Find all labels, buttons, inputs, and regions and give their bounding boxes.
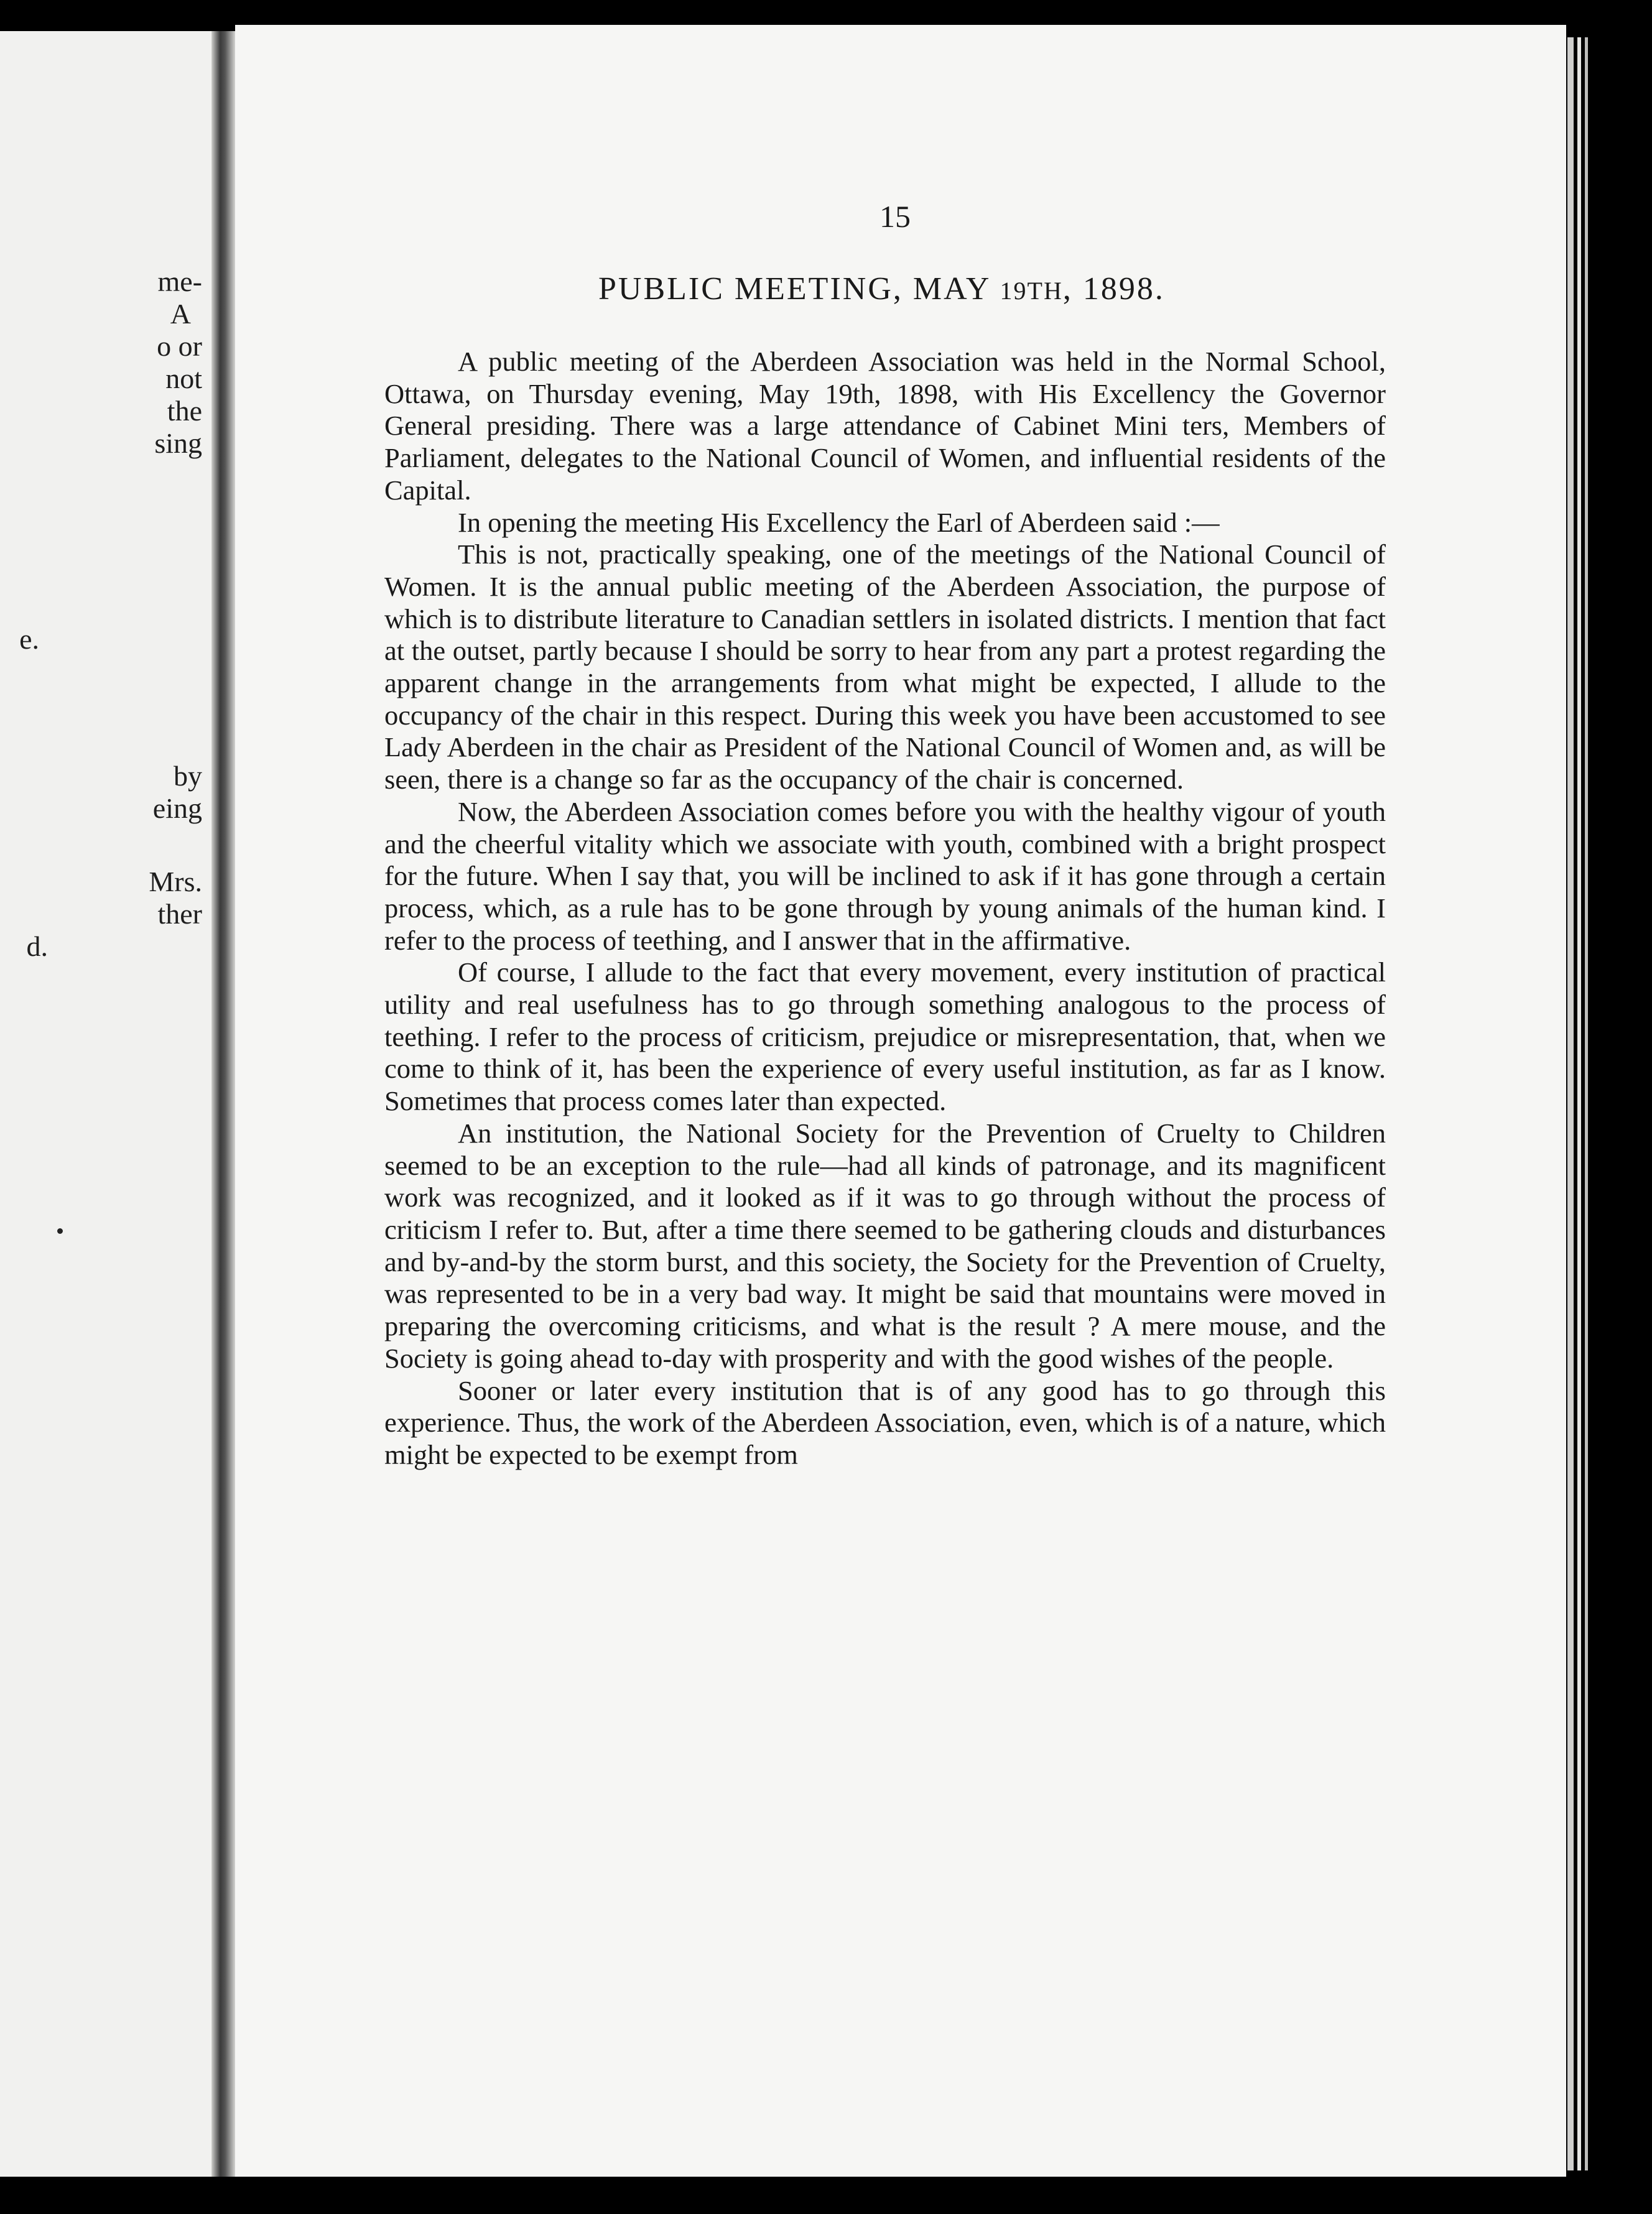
left-page-fragment: sing: [154, 427, 202, 459]
page-number: 15: [879, 199, 911, 234]
left-page-fragment: A: [170, 298, 191, 330]
book-gutter: [211, 31, 236, 2177]
left-page-fragment: not: [165, 363, 202, 394]
paragraph: Of course, I allude to the fact that every movement, every institution of practical utility and real usefulness has to go through something analogous to the process of teething. I refer to the process of criticism, prejudice or misrepresentation, that, when we come to think of it, has been the experience of every useful institution, as far as I know. Sometimes that process comes later than expected.: [384, 956, 1386, 1117]
paragraph: An institution, the National Society for the Prevention of Cruelty to Children seemed to be an exception to the rule—had all kinds of patronage, and its magnificent work was recognized, and it looked as if it was to go through without the process of criticism I refer to. But, after a time there seemed to be gathering clouds and disturbances and by-and-by the storm burst, and this society, the Society for the Prevention of Cruelty, was represented to be in a very bad way. It might be said that mountains were moved in preparing the overcoming criticisms, and what is the result ? A mere mouse, and the Society is going ahead to-day with prosperity and with the good wishes of the people.: [384, 1117, 1386, 1374]
paragraph: In opening the meeting His Excellency the Earl of Aberdeen said :—: [458, 506, 1220, 538]
left-page-fragment: e.: [19, 623, 39, 655]
left-page-fragment: o or: [157, 330, 202, 362]
left-page-fragment: by: [174, 760, 202, 792]
page-edge: [1577, 37, 1581, 2170]
page-edge: [1585, 37, 1588, 2170]
title-main: PUBLIC MEETING, MAY: [598, 271, 1000, 307]
title-day: 19TH: [1000, 277, 1063, 305]
left-page-fragment: the: [167, 395, 202, 427]
title-year: , 1898.: [1062, 271, 1165, 307]
left-page-fragment: d.: [26, 930, 48, 962]
left-page: [0, 31, 221, 2177]
paragraph: This is not, practically speaking, one of the meetings of the National Council of Women. It is the annual public meeting of the Aberdeen Association, the purpose of which is to distribute literature to Canadian settlers in isolated districts. I mention that fact at the outset, partly because I should be sorry to hear from any part a protest regarding the apparent change in the arrangements from what might be expected, I allude to the occupancy of the chair in this respect. During this week you have been accustomed to see Lady Aberdeen in the chair as President of the National Council of Women and, as will be seen, there is a change so far as the occupancy of the chair is concerned.: [384, 539, 1386, 795]
paragraph: A public meeting of the Aberdeen Association was held in the Normal School, Ottawa, on Thursday evening, May 19th, 1898, with His Excellency the Governor General presiding. There was a large attendance of Cabinet Mini ters, Members of Parliament, delegates to the National Council of Women, and influential residents of the Capital.: [384, 346, 1386, 506]
paragraph: Sooner or later every institution that is of any good has to go through this experience. Thus, the work of the Aberdeen Association, even, which is of a nature, which might be expected to be exempt from: [384, 1374, 1386, 1470]
left-page-fragment: ther: [157, 898, 202, 930]
left-page-fragment: me-: [157, 266, 202, 297]
page-edge: [1567, 37, 1574, 2170]
left-page-fragment: Mrs.: [149, 866, 202, 897]
article-body: [384, 346, 1386, 1471]
paragraph: Now, the Aberdeen Association comes before you with the healthy vigour of youth and the cheerful vitality which we associate with youth, combined with a bright prospect for the future. When I say that, you will be inclined to ask if it has gone through a certain process, which, as a rule has to be gone through by young animals of the human kind. I refer to the process of teething, and I answer that in the affirmative.: [384, 795, 1386, 956]
page-title: [598, 271, 1165, 310]
left-page-fragment: eing: [152, 792, 202, 824]
ink-speck: [57, 1228, 63, 1234]
